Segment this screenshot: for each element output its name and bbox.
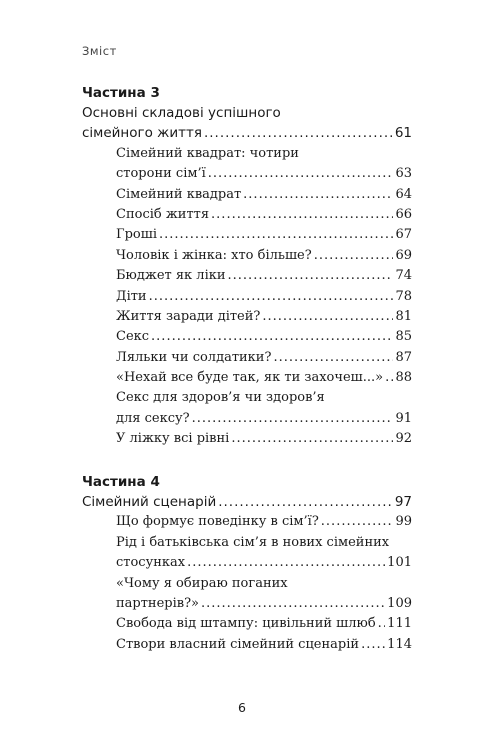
section-title-entry <box>82 123 412 143</box>
toc-entry-text: Що формує поведінку в сім’ї? <box>116 514 319 530</box>
dot-leader <box>321 512 394 532</box>
page-number: 97 <box>394 494 412 510</box>
dot-leader <box>378 614 386 634</box>
page-number: 109 <box>387 595 412 611</box>
toc-entry-text: стосунках <box>116 555 186 571</box>
toc-entry <box>82 512 412 532</box>
page-number: 92 <box>395 431 412 447</box>
toc-entry <box>82 205 412 225</box>
toc-entry <box>82 327 412 347</box>
toc-entry <box>82 553 412 573</box>
dot-leader <box>201 594 385 614</box>
page-number: 67 <box>395 227 412 243</box>
toc-entry <box>82 409 412 429</box>
toc-entry-text: Створи власний сімейний сценарій <box>116 636 360 652</box>
toc-entry <box>82 266 412 286</box>
toc-entry-text: «Нехай все буде так, як ти захочеш...» <box>116 370 384 386</box>
section-title-line: Сімейний сценарій <box>82 494 217 510</box>
page-number: 78 <box>395 288 412 304</box>
page-number: 91 <box>395 410 412 426</box>
toc-entry-text: Бюджет як ліки <box>116 268 226 284</box>
toc-entry <box>82 429 412 449</box>
toc-entry-text: для сексу? <box>116 410 190 426</box>
toc-entry <box>82 594 412 614</box>
part-title: Частина 3 <box>82 85 160 101</box>
toc-entry-line: Рід і батьківська сім’я в нових сімейних <box>116 534 390 550</box>
toc-entry-text: Свобода від штампу: цивільний шлюб <box>116 616 376 632</box>
page-number: 64 <box>395 186 412 202</box>
page-number: 88 <box>395 370 412 386</box>
section-title-entry <box>82 492 412 512</box>
toc-entry-text: Спосіб життя <box>116 206 210 222</box>
section-title-line: сімейного життя <box>82 125 202 142</box>
toc-entry <box>82 246 412 266</box>
toc-entry-text: Гроші <box>116 227 157 243</box>
dot-leader <box>273 348 393 368</box>
toc-entry <box>82 164 412 184</box>
dot-leader <box>262 307 393 327</box>
toc-entry <box>82 287 412 307</box>
dot-leader <box>204 123 393 143</box>
toc-entry <box>82 635 412 655</box>
dot-leader <box>231 429 393 449</box>
page-number: 111 <box>387 616 412 632</box>
running-head: Зміст <box>82 44 117 58</box>
page-number: 63 <box>395 166 412 182</box>
toc-entry-line: Сімейний квадрат: чотири <box>116 145 299 161</box>
toc-part-4 <box>82 472 412 655</box>
page-number: 81 <box>395 308 412 324</box>
page-number: 99 <box>395 514 412 530</box>
toc-entry <box>82 614 412 634</box>
toc-entry <box>82 348 412 368</box>
dot-leader <box>187 553 385 573</box>
toc-entry-text: партнерів?» <box>116 595 200 611</box>
toc-entry-text: Діти <box>116 288 147 304</box>
toc-entry <box>82 368 412 388</box>
toc-entry-line: «Чому я обираю поганих <box>116 575 288 591</box>
dot-leader <box>159 225 393 245</box>
toc-entry-text: сторони сім’ї <box>116 166 206 182</box>
page-number: 85 <box>395 329 412 345</box>
page-number: 101 <box>387 555 412 571</box>
toc-entry-text: У ліжку всі рівні <box>116 431 230 447</box>
toc-entry-text: Життя заради дітей? <box>116 308 261 324</box>
toc-entry-text: Чоловік і жінка: хто більше? <box>116 247 312 263</box>
page-number: 66 <box>395 206 412 222</box>
dot-leader <box>361 635 385 655</box>
dot-leader <box>228 266 394 286</box>
toc-entry-text: Сімейний квадрат <box>116 186 242 202</box>
section-title-line: Основні складові успішного <box>82 105 281 121</box>
page-number: 61 <box>394 125 412 142</box>
dot-leader <box>151 327 393 347</box>
dot-leader <box>149 287 394 307</box>
dot-leader <box>385 368 393 388</box>
page-number: 69 <box>395 247 412 263</box>
toc-entry <box>82 185 412 205</box>
dot-leader <box>314 246 394 266</box>
toc-entry <box>82 307 412 327</box>
dot-leader <box>218 492 393 512</box>
dot-leader <box>243 185 393 205</box>
part-title: Частина 4 <box>82 474 160 490</box>
toc-entry-text: Секс <box>116 329 150 345</box>
page-number: 114 <box>387 636 412 652</box>
toc-entry <box>82 225 412 245</box>
page-number: 74 <box>395 268 412 284</box>
dot-leader <box>192 409 394 429</box>
dot-leader <box>211 205 393 225</box>
page-number: 87 <box>395 349 412 365</box>
toc-part-3 <box>82 83 412 450</box>
toc-entry-line: Секс для здоров’я чи здоров’я <box>116 390 325 406</box>
page-number-folio: 6 <box>238 700 246 715</box>
dot-leader <box>208 164 394 184</box>
toc-entry-text: Ляльки чи солдатики? <box>116 349 272 365</box>
